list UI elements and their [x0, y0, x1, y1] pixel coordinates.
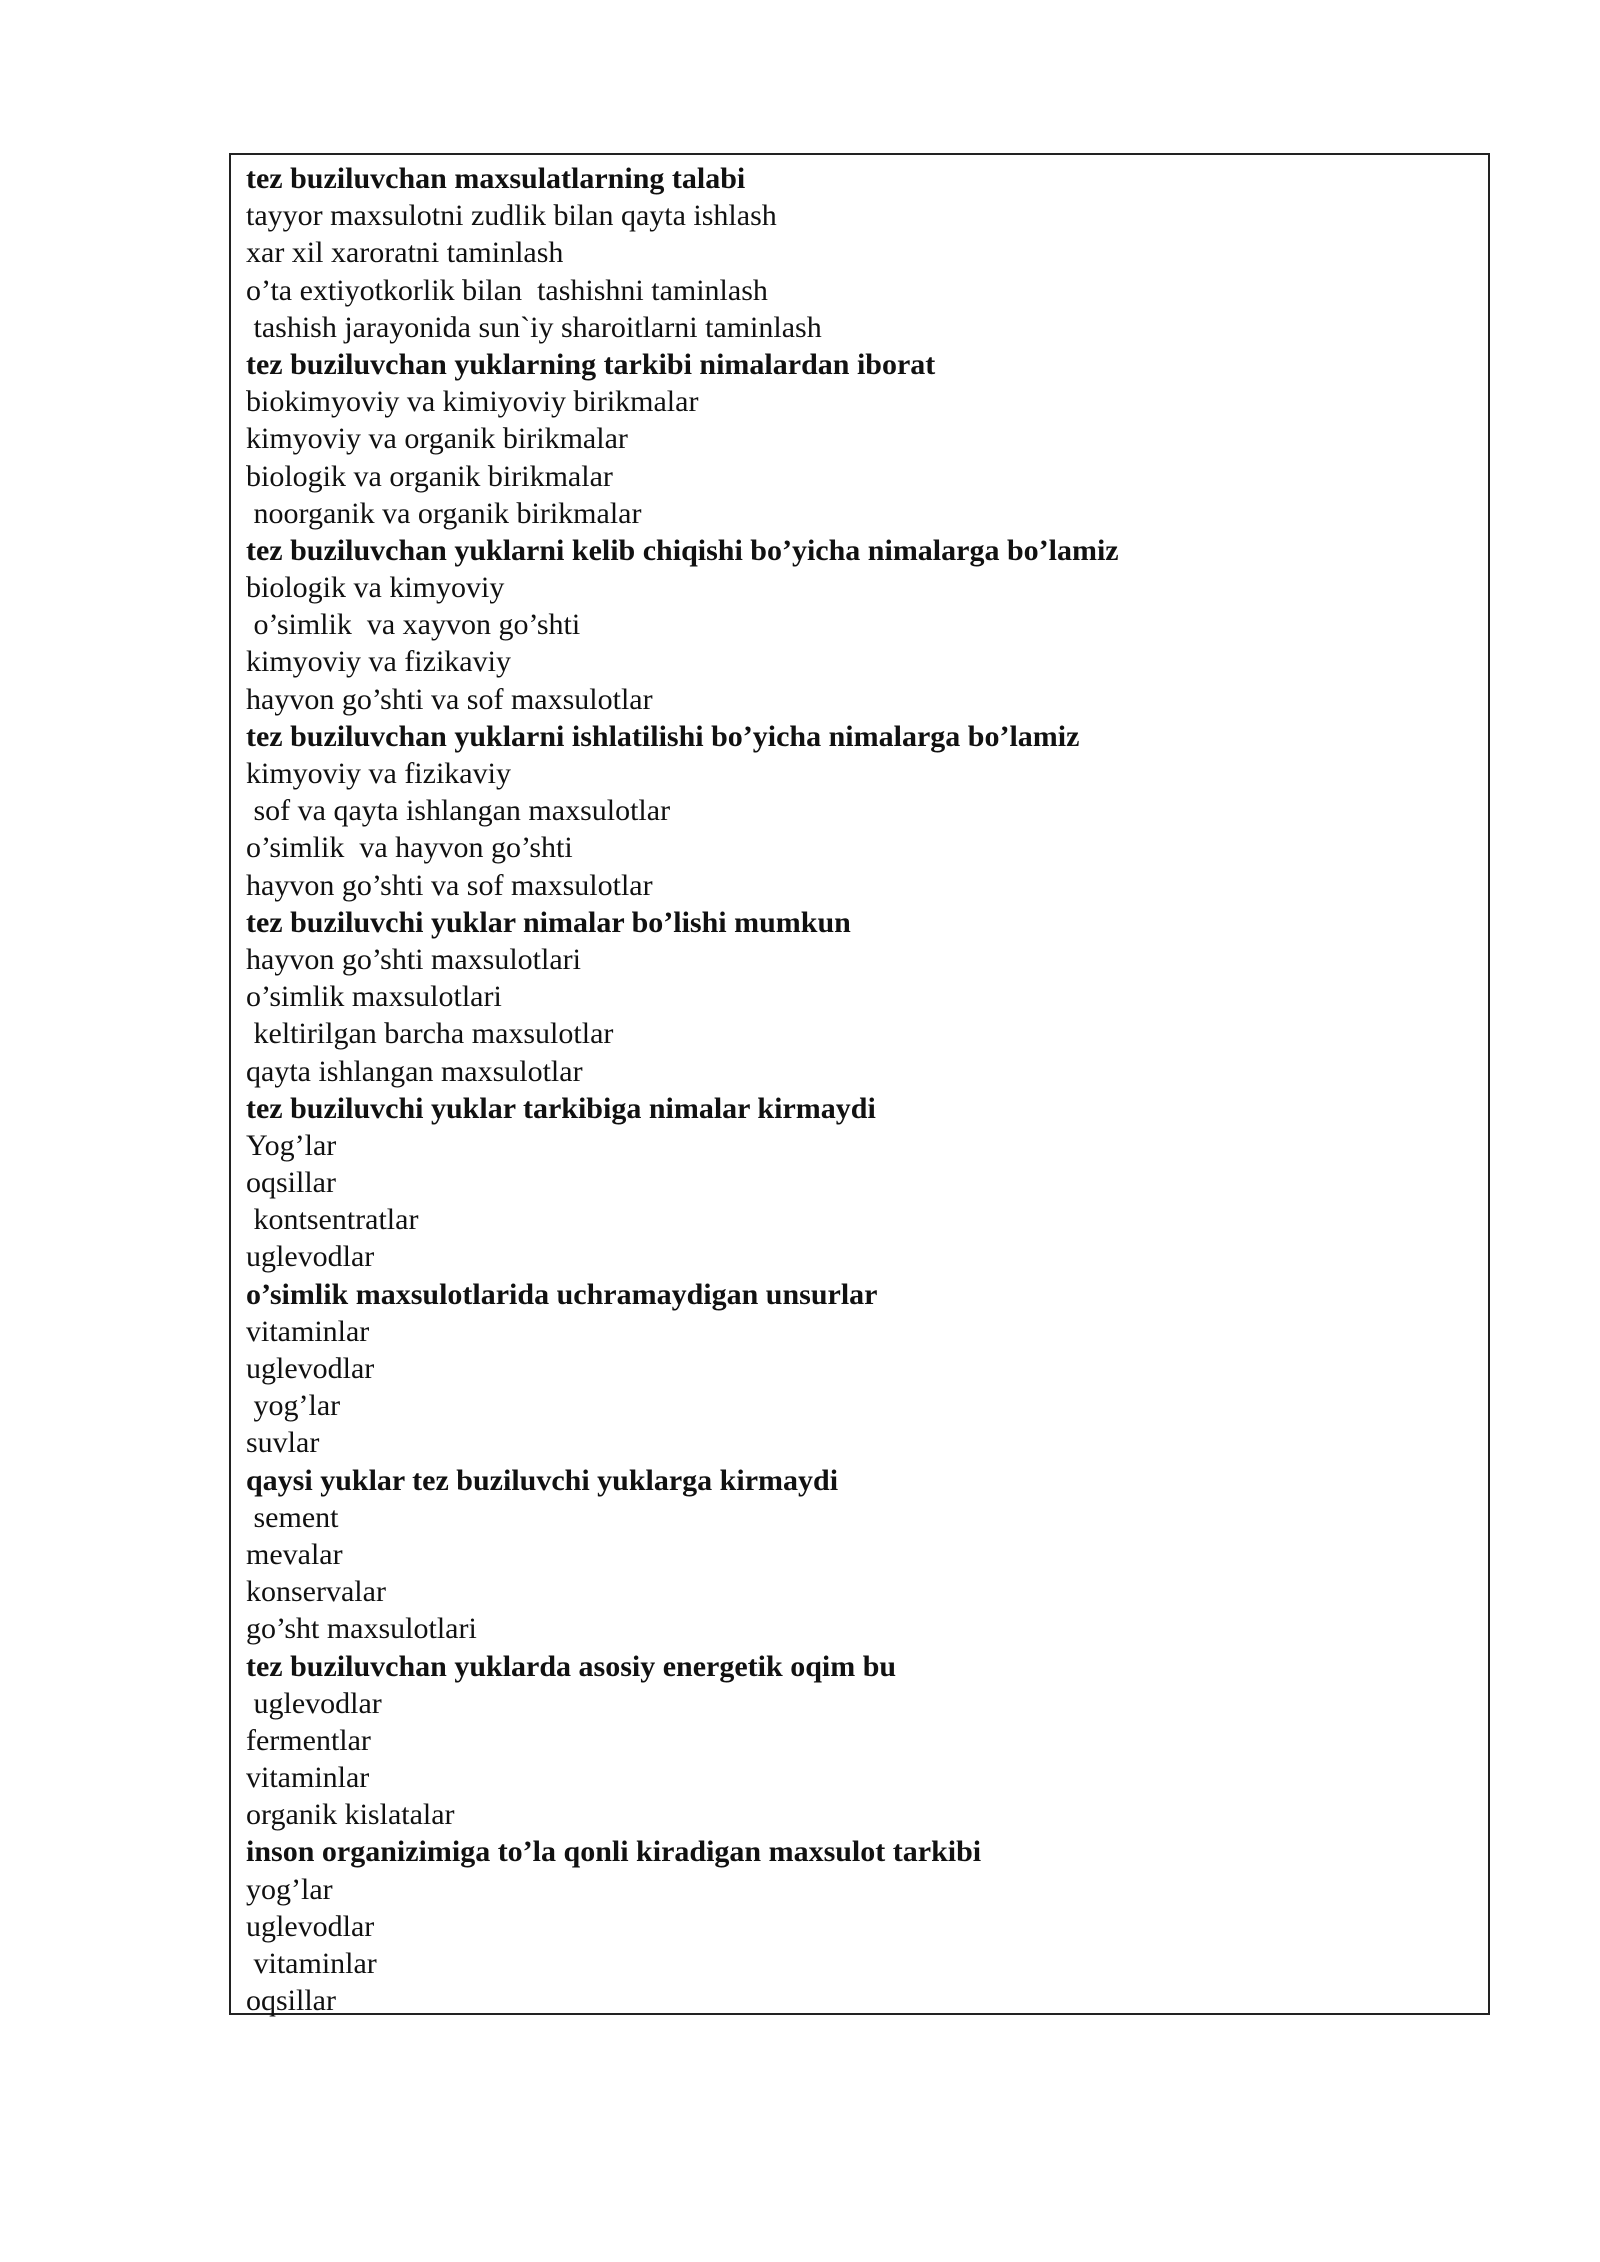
- question-block-2: [246, 346, 1488, 532]
- answer-option: suvlar: [246, 1426, 320, 1460]
- question-text: tez buziluvchan yuklarda asosiy energetik oqim bu: [246, 1649, 897, 1683]
- question-block-6: [246, 1090, 1488, 1276]
- answer-option: kontsentratlar: [246, 1203, 419, 1237]
- answer-option: go’sht maxsulotlari: [246, 1612, 477, 1646]
- answer-option: hayvon go’shti maxsulotlari: [246, 942, 581, 976]
- answer-option: biologik va organik birikmalar: [246, 459, 613, 493]
- question-block-8: [246, 1462, 1488, 1648]
- question-text: inson organizimiga to’la qonli kiradigan maxsulot tarkibi: [246, 1835, 982, 1869]
- question-text: qaysi yuklar tez buziluvchi yuklarga kirmaydi: [246, 1463, 839, 1497]
- answer-option: uglevodlar: [246, 1240, 375, 1274]
- answer-option: oqsillar: [246, 1984, 336, 2018]
- answer-option: kimyoviy va fizikaviy: [246, 757, 511, 790]
- question-block-7: [246, 1276, 1488, 1462]
- answer-option: o’simlik va hayvon go’shti: [246, 831, 573, 865]
- answer-option: o’ta extiyotkorlik bilan tashishni taminlash: [246, 273, 768, 307]
- question-text: tez buziluvchan yuklarni kelib chiqishi bo’yicha nimalarga bo’lamiz: [246, 533, 1119, 567]
- answer-option: qayta ishlangan maxsulotlar: [246, 1054, 583, 1088]
- question-table: [229, 153, 1490, 2018]
- answer-option: oqsillar: [246, 1166, 336, 1200]
- answer-option: keltirilgan barcha maxsulotlar: [246, 1017, 614, 1051]
- answer-option: o’simlik va xayvon go’shti: [246, 608, 581, 642]
- answer-option: vitaminlar: [246, 1947, 377, 1980]
- answer-option: vitaminlar: [246, 1314, 370, 1348]
- question-block-10: [246, 1833, 1488, 2019]
- answer-option: Yog’lar: [246, 1128, 337, 1162]
- question-text: tez buziluvchan yuklarni ishlatilishi bo’yicha nimalarga bo’lamiz: [246, 719, 1080, 753]
- answer-option: kimyoviy va fizikaviy: [246, 645, 511, 679]
- answer-option: xar xil xaroratni taminlash: [246, 236, 564, 270]
- question-block-1: [246, 160, 1488, 346]
- answer-option: hayvon go’shti va sof maxsulotlar: [246, 682, 653, 716]
- answer-option: fermentlar: [246, 1723, 371, 1757]
- question-text: tez buziluvchan maxsulatlarning talabi: [246, 162, 746, 195]
- answer-option: biologik va kimyoviy: [246, 571, 505, 605]
- answer-option: organik kislatalar: [246, 1798, 455, 1832]
- question-text: tez buziluvchan yuklarning tarkibi nimalardan iborat: [246, 347, 936, 381]
- answer-option: noorganik va organik birikmalar: [246, 496, 642, 530]
- question-block-3: [246, 532, 1488, 718]
- answer-option: yog’lar: [246, 1872, 333, 1906]
- answer-option: o’simlik maxsulotlari: [246, 980, 502, 1014]
- answer-option: hayvon go’shti va sof maxsulotlar: [246, 868, 653, 902]
- answer-option: tashish jarayonida sun`iy sharoitlarni taminlash: [246, 310, 822, 344]
- answer-option: mevalar: [246, 1537, 343, 1571]
- answer-option: konservalar: [246, 1575, 386, 1609]
- answer-option: uglevodlar: [246, 1686, 382, 1720]
- answer-option: uglevodlar: [246, 1909, 375, 1943]
- answer-option: uglevodlar: [246, 1352, 375, 1385]
- answer-option: sement: [246, 1500, 339, 1534]
- answer-option: vitaminlar: [246, 1761, 370, 1795]
- question-block-9: [246, 1648, 1488, 1834]
- answer-option: kimyoviy va organik birikmalar: [246, 422, 628, 456]
- question-text: o’simlik maxsulotlarida uchramaydigan unsurlar: [246, 1277, 878, 1311]
- answer-option: biokimyoviy va kimiyoviy birikmalar: [246, 385, 699, 419]
- question-text: tez buziluvchi yuklar nimalar bo’lishi mumkun: [246, 905, 851, 939]
- question-block-5: [246, 904, 1488, 1090]
- answer-option: tayyor maxsulotni zudlik bilan qayta ishlash: [246, 199, 777, 233]
- question-text: tez buziluvchi yuklar tarkibiga nimalar kirmaydi: [246, 1091, 876, 1125]
- answer-option: yog’lar: [246, 1389, 341, 1423]
- question-block-4: [246, 718, 1488, 904]
- answer-option: sof va qayta ishlangan maxsulotlar: [246, 794, 671, 828]
